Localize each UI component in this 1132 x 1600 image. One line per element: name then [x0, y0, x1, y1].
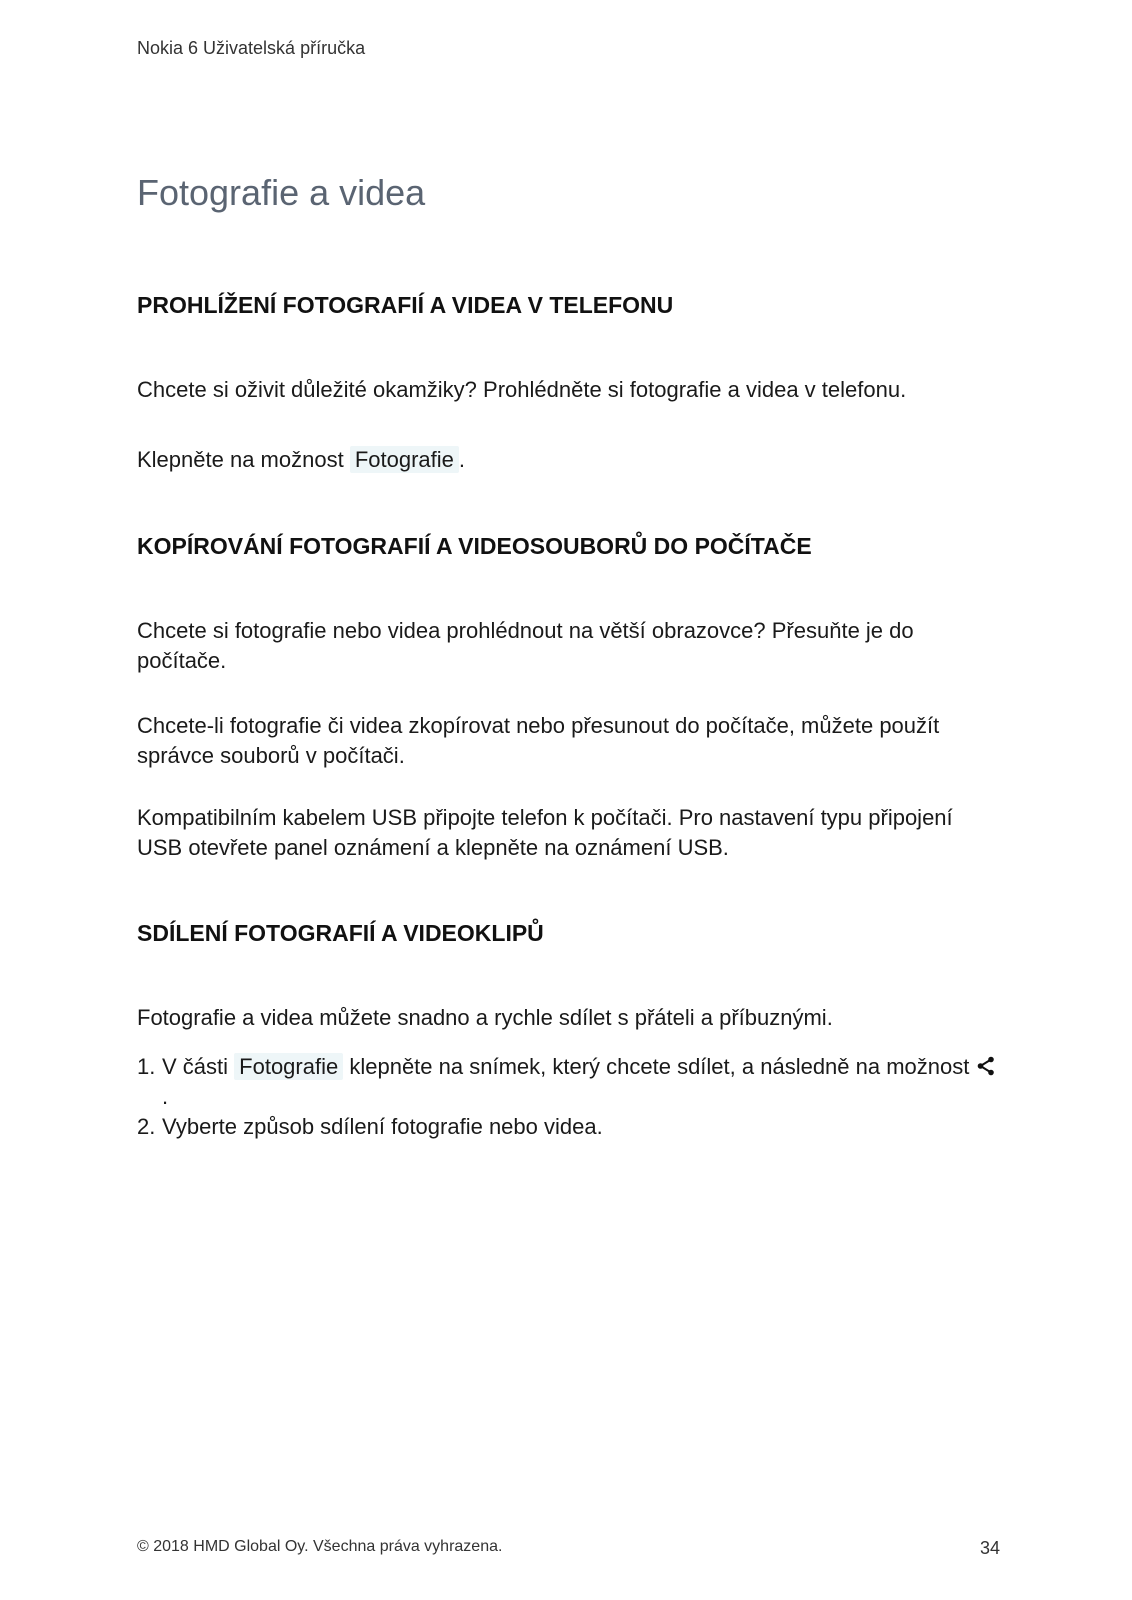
footer-copyright: © 2018 HMD Global Oy. Všechna práva vyhrazena.	[137, 1538, 503, 1555]
section-heading-view: PROHLÍŽENÍ FOTOGRAFIÍ A VIDEA V TELEFONU	[137, 292, 674, 318]
text-span: Klepněte na možnost	[137, 447, 344, 472]
ui-term-fotografie: Fotografie	[234, 1053, 343, 1080]
list-item	[137, 1052, 997, 1112]
text-span: Vyberte způsob sdílení fotografie nebo videa.	[162, 1114, 603, 1139]
paragraph: Kompatibilním kabelem USB připojte telefon k počítači. Pro nastavení typu připojení USB otevřete panel oznámení a klepněte na oznámení USB.	[137, 805, 953, 860]
text-span: klepněte na snímek, který chcete sdílet, a následně na možnost	[349, 1054, 970, 1079]
text-span: .	[458, 447, 466, 472]
page-title: Fotografie a videa	[137, 172, 426, 213]
share-icon	[976, 1056, 996, 1076]
paragraph: Chcete si oživit důležité okamžiky? Prohlédněte si fotografie a videa v telefonu.	[137, 377, 907, 402]
text-span: V části	[162, 1054, 229, 1079]
ui-term-fotografie: Fotografie	[350, 446, 459, 473]
text-span: .	[162, 1084, 169, 1109]
paragraph	[137, 445, 997, 475]
list-number: 2.	[137, 1114, 156, 1139]
page-number: 34	[979, 1538, 1000, 1558]
paragraph: Fotografie a videa můžete snadno a rychle sdílet s přáteli a příbuznými.	[137, 1005, 833, 1030]
section-heading-share: SDÍLENÍ FOTOGRAFIÍ A VIDEOKLIPŮ	[137, 920, 544, 946]
list-item	[137, 1112, 997, 1142]
section-heading-copy: KOPÍROVÁNÍ FOTOGRAFIÍ A VIDEOSOUBORŮ DO POČÍTAČE	[137, 533, 812, 559]
paragraph: Chcete si fotografie nebo videa prohlédnout na větší obrazovce? Přesuňte je do počítače.	[137, 618, 914, 673]
paragraph: Chcete-li fotografie či videa zkopírovat nebo přesunout do počítače, můžete použít správce souborů v počítači.	[137, 713, 940, 768]
running-header: Nokia 6 Uživatelská příručka	[137, 38, 366, 58]
list-number: 1.	[137, 1054, 156, 1079]
steps-list	[137, 1052, 997, 1142]
